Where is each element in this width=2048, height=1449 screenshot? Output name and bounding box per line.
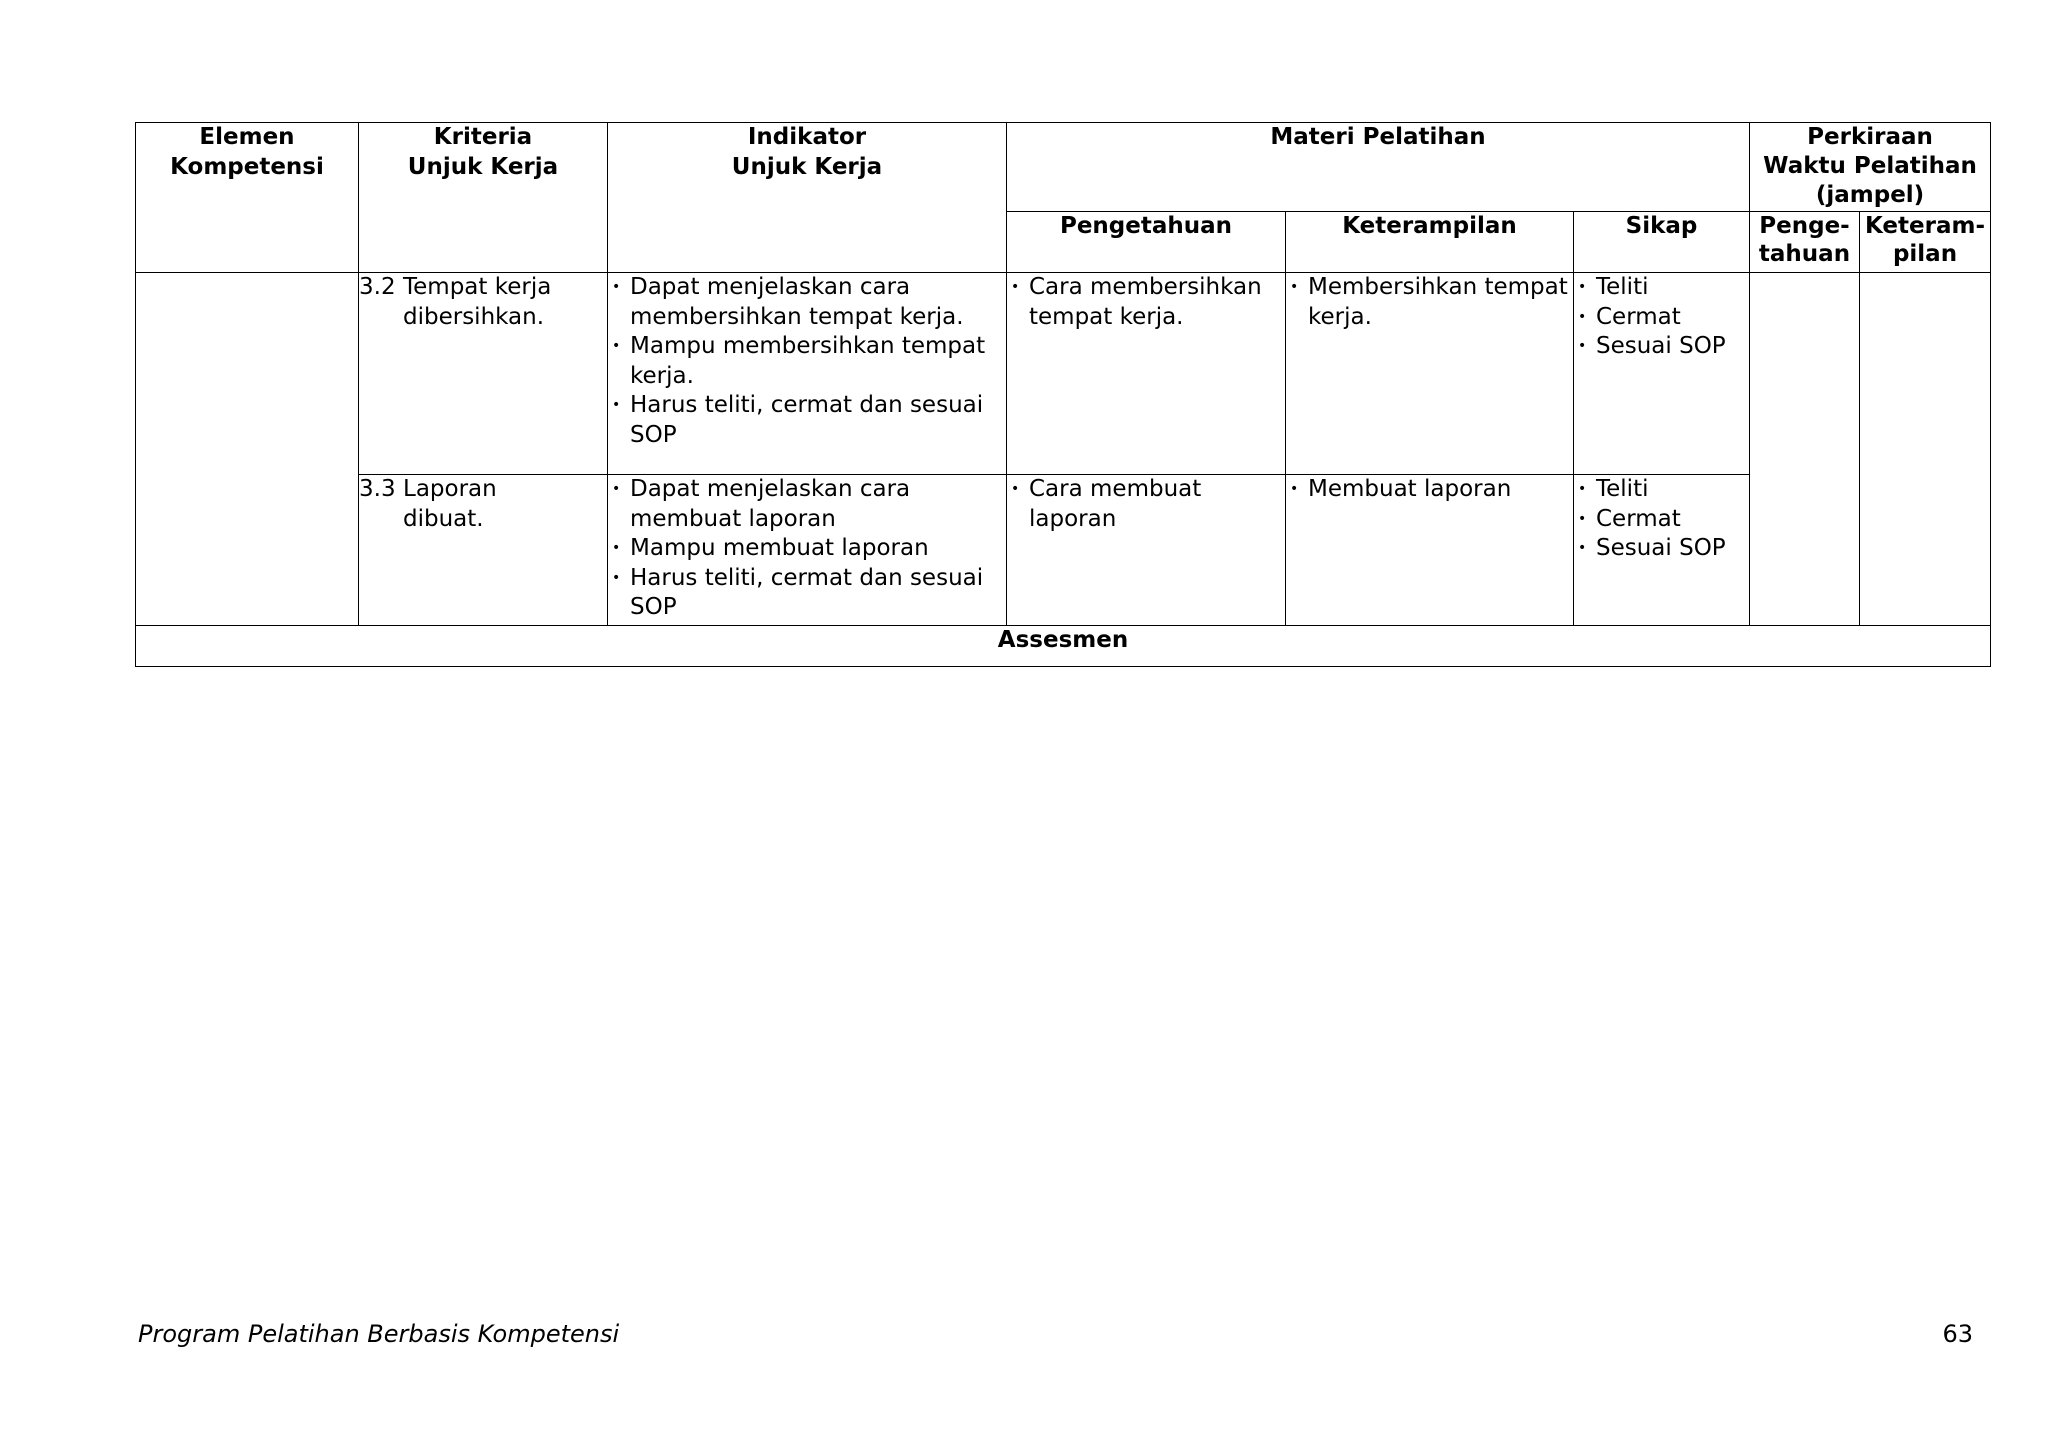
list-item: • Cara membersihkan tempat kerja. [1010, 273, 1281, 332]
waktu-pengetahuan-cell [1750, 273, 1860, 626]
list-item: • Membersihkan tempat kerja. [1289, 273, 1569, 332]
list-item: • Sesuai SOP [1577, 332, 1745, 362]
header-materi-pelatihan: Materi Pelatihan [1007, 123, 1750, 212]
indikator-cell [608, 475, 1007, 626]
footer-title: Program Pelatihan Berbasis Kompetensi [138, 1320, 620, 1348]
header-pengetahuan: Pengetahuan [1007, 212, 1286, 273]
waktu-keterampilan-cell [1860, 273, 1991, 626]
elemen-kompetensi-cell [136, 273, 359, 626]
table-row [136, 475, 1991, 626]
kriteria-number: 3.2 [359, 274, 396, 300]
header-keterampilan: Keterampilan [1286, 212, 1574, 273]
list-item: • Mampu membersihkan tempat kerja. [611, 332, 1002, 391]
list-item: • Harus teliti, cermat dan sesuai SOP [611, 391, 1002, 450]
list-item: • Dapat menjelaskan cara membersihkan tempat kerja. [611, 273, 1002, 332]
header-indikator-unjuk-kerja: Indikator Unjuk Kerja [608, 123, 1007, 273]
keterampilan-cell [1286, 475, 1574, 626]
kriteria-cell [359, 273, 608, 475]
list-item: • Harus teliti, cermat dan sesuai SOP [611, 564, 1002, 623]
kriteria-cell [359, 475, 608, 626]
kriteria-text: Laporan dibuat. [403, 476, 497, 532]
header-sikap: Sikap [1574, 212, 1750, 273]
header-waktu-keterampilan: Keteram- pilan [1860, 212, 1991, 273]
assesmen-row: Assesmen [136, 626, 1991, 667]
list-item: • Cara membuat laporan [1010, 475, 1281, 534]
list-item: • Sesuai SOP [1577, 534, 1745, 564]
pengetahuan-cell [1007, 273, 1286, 475]
indikator-cell [608, 273, 1007, 475]
table-row [136, 273, 1991, 475]
list-item: • Dapat menjelaskan cara membuat laporan [611, 475, 1002, 534]
list-item: • Teliti [1577, 273, 1745, 303]
competency-table [135, 122, 1991, 667]
list-item: • Membuat laporan [1289, 475, 1569, 505]
keterampilan-cell [1286, 273, 1574, 475]
kriteria-number: 3.3 [359, 476, 396, 502]
header-elemen-kompetensi: Elemen Kompetensi [136, 123, 359, 273]
header-waktu-pengetahuan: Penge- tahuan [1750, 212, 1860, 273]
sikap-cell [1574, 475, 1750, 626]
list-item: • Cermat [1577, 505, 1745, 535]
list-item: • Cermat [1577, 303, 1745, 333]
header-kriteria-unjuk-kerja: Kriteria Unjuk Kerja [359, 123, 608, 273]
kriteria-text: Tempat kerja dibersihkan. [403, 274, 552, 330]
page-number: 63 [1942, 1320, 1973, 1348]
header-perkiraan-waktu: Perkiraan Waktu Pelatihan (jampel) [1750, 123, 1991, 212]
list-item: • Mampu membuat laporan [611, 534, 1002, 564]
sikap-cell [1574, 273, 1750, 475]
pengetahuan-cell [1007, 475, 1286, 626]
list-item: • Teliti [1577, 475, 1745, 505]
